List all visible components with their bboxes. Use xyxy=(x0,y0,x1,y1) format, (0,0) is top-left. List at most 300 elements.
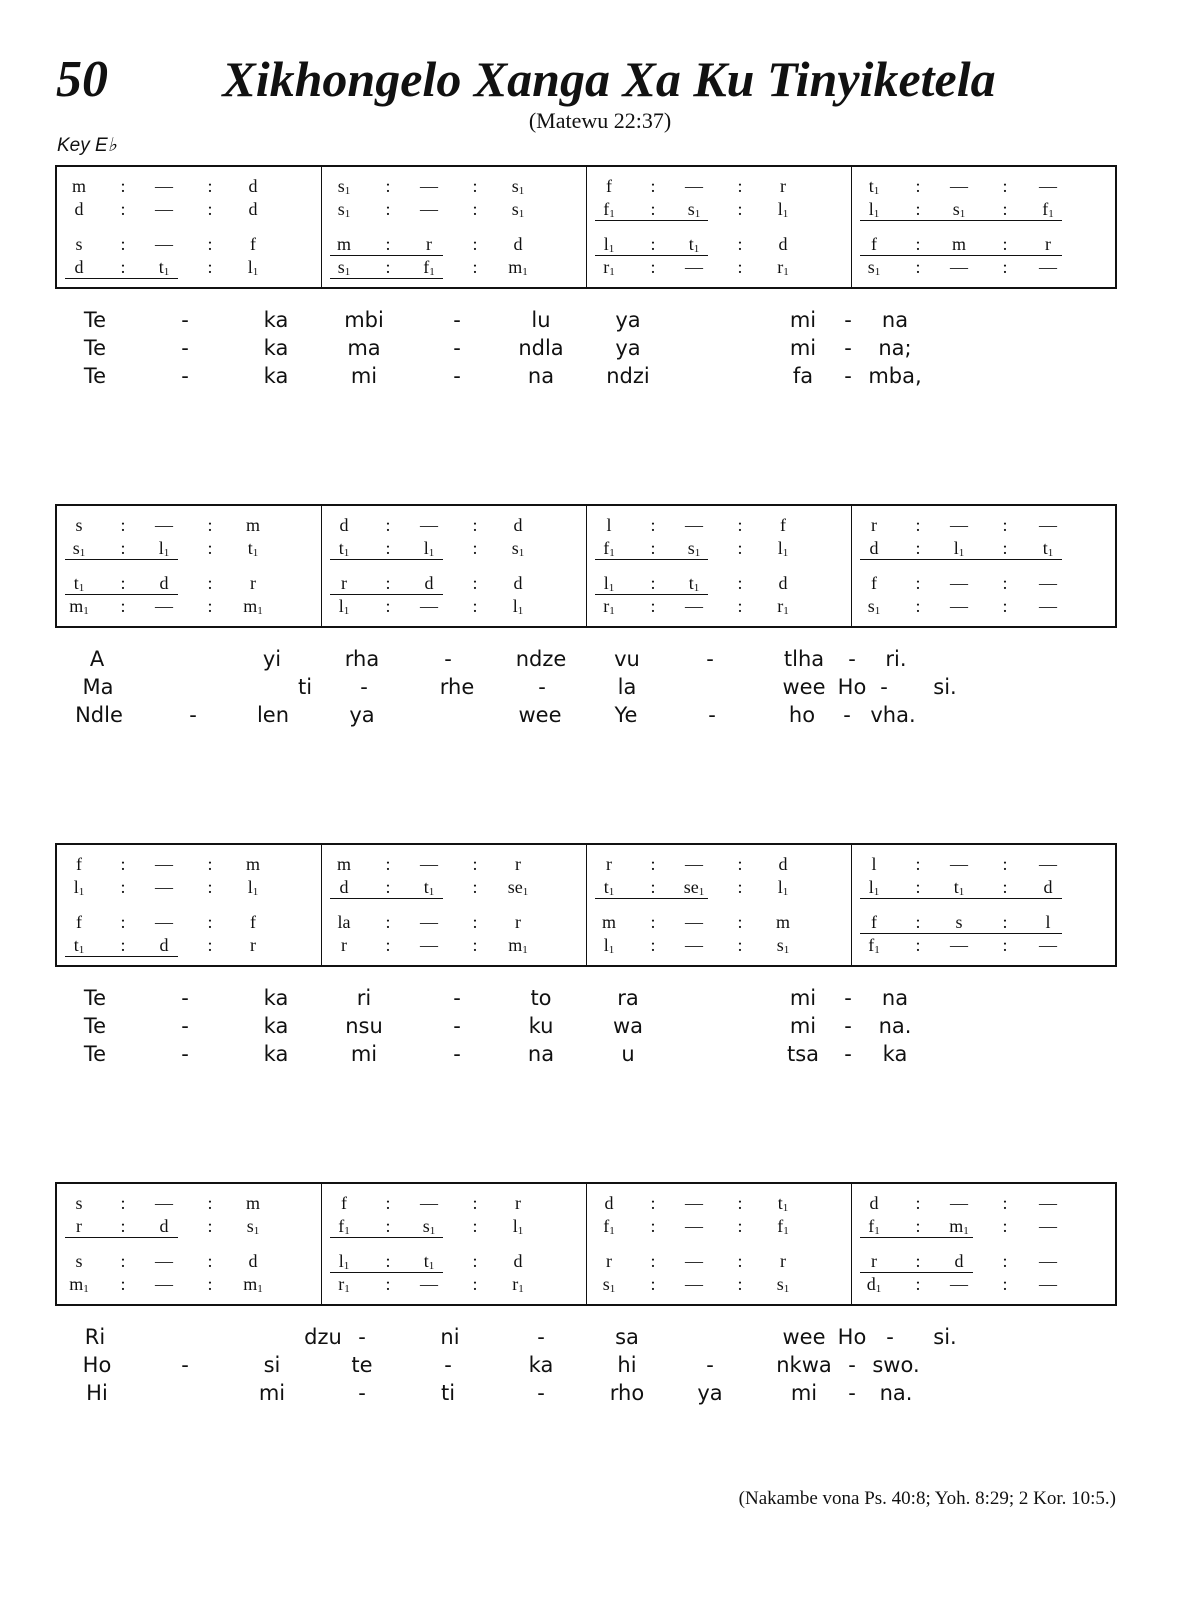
beat-underline xyxy=(595,255,708,256)
voice-row xyxy=(57,1215,322,1237)
beat-separator: : xyxy=(915,257,921,277)
lyric-syllable: mi xyxy=(350,1042,378,1066)
lyric-syllable: mi xyxy=(350,364,378,388)
lyric-syllable: fa xyxy=(792,364,814,388)
beat-separator: : xyxy=(737,935,743,955)
hold-dash: — xyxy=(1039,573,1057,593)
solfa-note: $l_1$ xyxy=(953,538,965,559)
lyric-syllable: ra xyxy=(617,986,639,1010)
hold-dash: — xyxy=(950,854,968,874)
solfa-note: r xyxy=(871,515,877,535)
beat-separator: : xyxy=(385,912,391,932)
beat-separator: : xyxy=(737,877,743,897)
hold-dash: — xyxy=(420,596,438,616)
beat-separator: : xyxy=(385,176,391,196)
voice-row xyxy=(587,233,852,255)
solfa-note: d xyxy=(1043,877,1053,897)
solfa-note: $t_1$ xyxy=(688,234,700,255)
syllable-hyphen: - xyxy=(181,986,189,1010)
solfa-note: d xyxy=(954,1251,964,1271)
lyric-syllable: na. xyxy=(879,1381,913,1405)
lyric-syllable: mi xyxy=(789,308,817,332)
syllable-hyphen: - xyxy=(453,364,461,388)
lyric-syllable: Te xyxy=(83,986,107,1010)
hold-dash: — xyxy=(420,854,438,874)
hold-dash: — xyxy=(420,176,438,196)
syllable-hyphen: - xyxy=(358,1325,366,1349)
lyric-syllable: Ye xyxy=(614,703,638,727)
voice-row xyxy=(322,853,587,875)
lyric-syllable: Ndle xyxy=(75,703,123,727)
lyric-syllable: Te xyxy=(83,364,107,388)
beat-separator: : xyxy=(207,573,213,593)
beat-separator: : xyxy=(650,199,656,219)
solfa-note: $l_1$ xyxy=(603,573,615,594)
solfa-note: $se_1$ xyxy=(507,877,529,898)
solfa-note: $f_1$ xyxy=(338,1216,350,1237)
hold-dash: — xyxy=(1039,1251,1057,1271)
lyric-syllable: Te xyxy=(83,336,107,360)
solfa-note: $l_1$ xyxy=(338,596,350,617)
syllable-hyphen: - xyxy=(880,675,888,699)
solfa-note: d xyxy=(339,515,349,535)
lyric-syllable: Ho xyxy=(82,1353,112,1377)
hold-dash: — xyxy=(155,176,173,196)
voice-row xyxy=(57,876,322,898)
voice-row xyxy=(57,175,322,197)
measure xyxy=(587,167,852,287)
solfa-note: $s_1$ xyxy=(867,257,881,278)
syllable-hyphen: - xyxy=(181,308,189,332)
lyric-syllable: Te xyxy=(83,1042,107,1066)
hold-dash: — xyxy=(155,1251,173,1271)
voice-row xyxy=(322,595,587,617)
solfa-note: $t_1$ xyxy=(338,538,350,559)
voice-row xyxy=(322,1273,587,1295)
beat-underline xyxy=(330,1272,443,1273)
beat-separator: : xyxy=(737,1274,743,1294)
hold-dash: — xyxy=(1039,1193,1057,1213)
syllable-hyphen: - xyxy=(181,1014,189,1038)
hold-dash: — xyxy=(950,515,968,535)
lyric-syllable: ku xyxy=(528,1014,554,1038)
lyric-syllable: Ri xyxy=(84,1325,106,1349)
solfa-note: $s_1$ xyxy=(337,199,351,220)
solfa-note: f xyxy=(76,912,82,932)
hold-dash: — xyxy=(950,573,968,593)
syllable-hyphen: - xyxy=(844,1042,852,1066)
beat-separator: : xyxy=(472,935,478,955)
solfa-note: d xyxy=(74,257,84,277)
solfa-note: l xyxy=(871,854,877,874)
solfa-note: f xyxy=(341,1193,347,1213)
lyric-syllable: ya xyxy=(615,308,641,332)
hymn-number: 50 xyxy=(56,51,108,108)
voice-row xyxy=(852,853,1117,875)
lyric-syllable: ti xyxy=(297,675,313,699)
beat-separator: : xyxy=(472,199,478,219)
hold-dash: — xyxy=(155,596,173,616)
beat-separator: : xyxy=(120,935,126,955)
measure xyxy=(57,845,322,965)
lyric-syllable: ya xyxy=(615,336,641,360)
beat-underline xyxy=(860,1237,973,1238)
hold-dash: — xyxy=(685,1216,703,1236)
beat-separator: : xyxy=(385,877,391,897)
voice-row xyxy=(322,514,587,536)
solfa-note: $f_1$ xyxy=(868,1216,880,1237)
hold-dash: — xyxy=(1039,1216,1057,1236)
lyric-syllable: ka xyxy=(263,986,289,1010)
beat-separator: : xyxy=(737,854,743,874)
hold-dash: — xyxy=(420,199,438,219)
lyric-syllable: na xyxy=(881,308,909,332)
lyrics-block xyxy=(0,984,1200,1074)
beat-underline xyxy=(65,559,178,560)
voice-row xyxy=(852,1215,1117,1237)
solfa-note: r xyxy=(871,1251,877,1271)
syllable-hyphen: - xyxy=(453,1014,461,1038)
lyric-syllable: ri xyxy=(356,986,372,1010)
beat-separator: : xyxy=(1002,1251,1008,1271)
hold-dash: — xyxy=(155,854,173,874)
solfa-note: d xyxy=(248,176,258,196)
solfa-note: m xyxy=(245,515,260,535)
hold-dash: — xyxy=(685,1193,703,1213)
beat-separator: : xyxy=(472,854,478,874)
voice-row xyxy=(587,256,852,278)
beat-separator: : xyxy=(915,1216,921,1236)
solfa-note: $s_1$ xyxy=(246,1216,260,1237)
voice-row xyxy=(852,233,1117,255)
solfa-note: $s_1$ xyxy=(687,199,701,220)
voice-row xyxy=(322,198,587,220)
beat-separator: : xyxy=(737,515,743,535)
solfa-note: $d_1$ xyxy=(866,1274,882,1295)
solfa-note: l xyxy=(1045,912,1051,932)
lyric-syllable: mi xyxy=(258,1381,286,1405)
solfa-note: r xyxy=(250,935,256,955)
beat-separator: : xyxy=(385,257,391,277)
solfa-note: r xyxy=(515,912,521,932)
lyric-syllable: yi xyxy=(262,647,282,671)
hold-dash: — xyxy=(1039,935,1057,955)
lyric-syllable: na; xyxy=(878,336,912,360)
solfa-note: r xyxy=(606,854,612,874)
lyric-syllable: sa xyxy=(615,1325,639,1349)
hold-dash: — xyxy=(420,912,438,932)
beat-separator: : xyxy=(120,199,126,219)
beat-separator: : xyxy=(207,854,213,874)
beat-separator: : xyxy=(1002,935,1008,955)
beat-separator: : xyxy=(737,234,743,254)
scripture-reference: (Matewu 22:37) xyxy=(528,108,672,133)
solfa-note: d xyxy=(513,234,523,254)
solfa-note: f xyxy=(606,176,612,196)
solfa-note: $s_1$ xyxy=(867,596,881,617)
beat-underline xyxy=(330,255,443,256)
solfa-note: s xyxy=(75,515,83,535)
beat-separator: : xyxy=(915,234,921,254)
voice-row xyxy=(57,853,322,875)
solfa-note: $l_1$ xyxy=(73,877,85,898)
solfa-note: $t_1$ xyxy=(868,176,880,197)
beat-separator: : xyxy=(737,912,743,932)
lyric-syllable: len xyxy=(256,703,290,727)
solfa-note: r xyxy=(341,573,347,593)
voice-row xyxy=(852,1273,1117,1295)
lyric-syllable: ka xyxy=(263,1042,289,1066)
solfa-note: $l_1$ xyxy=(512,1216,524,1237)
solfa-note: $t_1$ xyxy=(247,538,259,559)
beat-separator: : xyxy=(207,257,213,277)
beat-separator: : xyxy=(737,596,743,616)
solfa-note: r xyxy=(515,1193,521,1213)
hold-dash: — xyxy=(155,877,173,897)
syllable-hyphen: - xyxy=(706,1353,714,1377)
hold-dash: — xyxy=(1039,176,1057,196)
lyric-syllable: ho xyxy=(788,703,816,727)
beat-separator: : xyxy=(915,596,921,616)
voice-row xyxy=(57,1192,322,1214)
beat-underline xyxy=(330,898,443,899)
lyric-syllable: wa xyxy=(612,1014,644,1038)
solfa-note: $s_1$ xyxy=(72,538,86,559)
lyric-syllable: ya xyxy=(349,703,375,727)
beat-separator: : xyxy=(915,1193,921,1213)
measure xyxy=(57,506,322,626)
lyric-syllable: ka xyxy=(882,1042,908,1066)
voice-row xyxy=(322,934,587,956)
voice-row xyxy=(57,198,322,220)
beat-separator: : xyxy=(385,515,391,535)
voice-row xyxy=(852,198,1117,220)
voice-row xyxy=(587,175,852,197)
beat-separator: : xyxy=(1002,257,1008,277)
solfa-note: $m_1$ xyxy=(508,935,528,956)
beat-separator: : xyxy=(737,176,743,196)
solfa-note: f xyxy=(871,912,877,932)
solfa-note: d xyxy=(159,1216,169,1236)
measure xyxy=(322,167,587,287)
measure xyxy=(587,845,852,965)
beat-underline xyxy=(595,594,708,595)
syllable-hyphen: - xyxy=(848,647,856,671)
beat-separator: : xyxy=(472,573,478,593)
beat-separator: : xyxy=(1002,538,1008,558)
voice-row xyxy=(587,1273,852,1295)
beat-separator: : xyxy=(207,176,213,196)
voice-row xyxy=(322,256,587,278)
lyric-syllable: mbi xyxy=(344,308,384,332)
lyric-syllable: ka xyxy=(263,336,289,360)
hold-dash: — xyxy=(950,176,968,196)
beat-separator: : xyxy=(915,1274,921,1294)
solfa-note: f xyxy=(871,234,877,254)
hold-dash: — xyxy=(155,199,173,219)
lyric-syllable: mi xyxy=(789,1014,817,1038)
beat-separator: : xyxy=(385,1193,391,1213)
solfa-note: d xyxy=(513,573,523,593)
syllable-hyphen: - xyxy=(453,336,461,360)
hold-dash: — xyxy=(1039,515,1057,535)
beat-separator: : xyxy=(472,912,478,932)
syllable-hyphen: - xyxy=(181,1042,189,1066)
lyric-syllable: na. xyxy=(878,1014,912,1038)
lyric-syllable: vha. xyxy=(870,703,916,727)
solfa-note: $l_1$ xyxy=(338,1251,350,1272)
beat-separator: : xyxy=(650,515,656,535)
voice-row xyxy=(322,175,587,197)
voice-row xyxy=(57,514,322,536)
voice-row xyxy=(587,876,852,898)
syllable-hyphen: - xyxy=(844,308,852,332)
hold-dash: — xyxy=(950,257,968,277)
voice-row xyxy=(852,1250,1117,1272)
beat-separator: : xyxy=(915,935,921,955)
lyric-syllable: Te xyxy=(83,308,107,332)
voice-row xyxy=(57,537,322,559)
beat-separator: : xyxy=(385,935,391,955)
hold-dash: — xyxy=(685,596,703,616)
lyric-syllable: to xyxy=(530,986,552,1010)
beat-separator: : xyxy=(650,176,656,196)
lyric-syllable: Te xyxy=(83,1014,107,1038)
beat-separator: : xyxy=(1002,596,1008,616)
measure xyxy=(852,1184,1117,1304)
solfa-note: d xyxy=(869,538,879,558)
solfa-note: d xyxy=(869,1193,879,1213)
hold-dash: — xyxy=(155,912,173,932)
syllable-hyphen: - xyxy=(453,1042,461,1066)
solfa-note: $f_1$ xyxy=(423,257,435,278)
beat-separator: : xyxy=(385,234,391,254)
beat-separator: : xyxy=(207,935,213,955)
lyric-syllable: nkwa xyxy=(776,1353,832,1377)
solfa-note: $l_1$ xyxy=(423,538,435,559)
beat-separator: : xyxy=(915,176,921,196)
beat-underline xyxy=(860,220,1062,221)
solfa-note: d xyxy=(778,234,788,254)
solfa-note: $r_1$ xyxy=(777,596,789,617)
solfa-note: $t_1$ xyxy=(158,257,170,278)
syllable-hyphen: - xyxy=(181,336,189,360)
solfa-note: $m_1$ xyxy=(69,596,89,617)
lyric-syllable: rha xyxy=(344,647,380,671)
beat-underline xyxy=(330,594,443,595)
lyric-syllable: ka xyxy=(263,308,289,332)
hold-dash: — xyxy=(685,854,703,874)
solfa-note: $l_1$ xyxy=(603,234,615,255)
beat-separator: : xyxy=(650,854,656,874)
solfa-note: $s_1$ xyxy=(511,538,525,559)
solfa-note: $f_1$ xyxy=(603,1216,615,1237)
hold-dash: — xyxy=(685,176,703,196)
lyrics-block xyxy=(0,645,1200,735)
beat-separator: : xyxy=(650,1251,656,1271)
lyric-syllable: tsa xyxy=(786,1042,820,1066)
syllable-hyphen: - xyxy=(358,1381,366,1405)
measure xyxy=(322,845,587,965)
solfa-note: $m_1$ xyxy=(508,257,528,278)
solfa-note: $s_1$ xyxy=(952,199,966,220)
lyric-syllable: ndla xyxy=(518,336,564,360)
beat-separator: : xyxy=(207,877,213,897)
solfa-note: f xyxy=(250,234,256,254)
beat-separator: : xyxy=(1002,1274,1008,1294)
hold-dash: — xyxy=(950,1193,968,1213)
solfa-note: r xyxy=(780,176,786,196)
hold-dash: — xyxy=(685,257,703,277)
beat-separator: : xyxy=(120,912,126,932)
lyric-syllable: mba, xyxy=(868,364,922,388)
lyric-syllable: na xyxy=(527,364,555,388)
hold-dash: — xyxy=(950,935,968,955)
lyric-syllable: si. xyxy=(933,675,957,699)
measure xyxy=(852,506,1117,626)
lyric-syllable: vu xyxy=(614,647,640,671)
voice-row xyxy=(322,1250,587,1272)
syllable-hyphen: - xyxy=(848,1353,856,1377)
hymn-title: Xikhongelo Xanga Xa Ku Tinyiketela xyxy=(222,51,996,107)
beat-separator: : xyxy=(737,538,743,558)
voice-row xyxy=(852,876,1117,898)
voice-row xyxy=(852,934,1117,956)
measure xyxy=(57,167,322,287)
solfa-note: d xyxy=(74,199,84,219)
beat-separator: : xyxy=(650,877,656,897)
beat-separator: : xyxy=(385,1251,391,1271)
measure xyxy=(587,1184,852,1304)
solfa-note: $m_1$ xyxy=(243,596,263,617)
solfa-note: $r_1$ xyxy=(338,1274,350,1295)
voice-row xyxy=(322,572,587,594)
hold-dash: — xyxy=(685,935,703,955)
lyric-syllable: nsu xyxy=(345,1014,383,1038)
solfa-note: $s_1$ xyxy=(602,1274,616,1295)
voice-row xyxy=(852,911,1117,933)
beat-separator: : xyxy=(650,234,656,254)
hold-dash: — xyxy=(155,1193,173,1213)
voice-row xyxy=(587,1250,852,1272)
beat-separator: : xyxy=(385,199,391,219)
beat-separator: : xyxy=(207,1274,213,1294)
solfa-note: m xyxy=(951,234,966,254)
voice-row xyxy=(587,572,852,594)
solfa-note: m xyxy=(245,854,260,874)
beat-separator: : xyxy=(1002,912,1008,932)
beat-separator: : xyxy=(207,234,213,254)
beat-separator: : xyxy=(385,538,391,558)
syllable-hyphen: - xyxy=(886,1325,894,1349)
beat-separator: : xyxy=(472,176,478,196)
solfa-note: $s_1$ xyxy=(511,176,525,197)
syllable-hyphen: - xyxy=(189,703,197,727)
solfa-note: $l_1$ xyxy=(247,257,259,278)
footnote: (Nakambe vona Ps. 40:8; Yoh. 8:29; 2 Kor. 10:5.) xyxy=(738,1488,1116,1509)
beat-separator: : xyxy=(120,877,126,897)
beat-separator: : xyxy=(472,234,478,254)
beat-separator: : xyxy=(650,935,656,955)
lyric-syllable: dzu xyxy=(304,1325,342,1349)
syllable-hyphen: - xyxy=(444,1353,452,1377)
beat-separator: : xyxy=(120,234,126,254)
solfa-note: s xyxy=(75,1193,83,1213)
syllable-hyphen: - xyxy=(537,1325,545,1349)
voice-row xyxy=(57,572,322,594)
hold-dash: — xyxy=(685,912,703,932)
beat-separator: : xyxy=(120,1216,126,1236)
